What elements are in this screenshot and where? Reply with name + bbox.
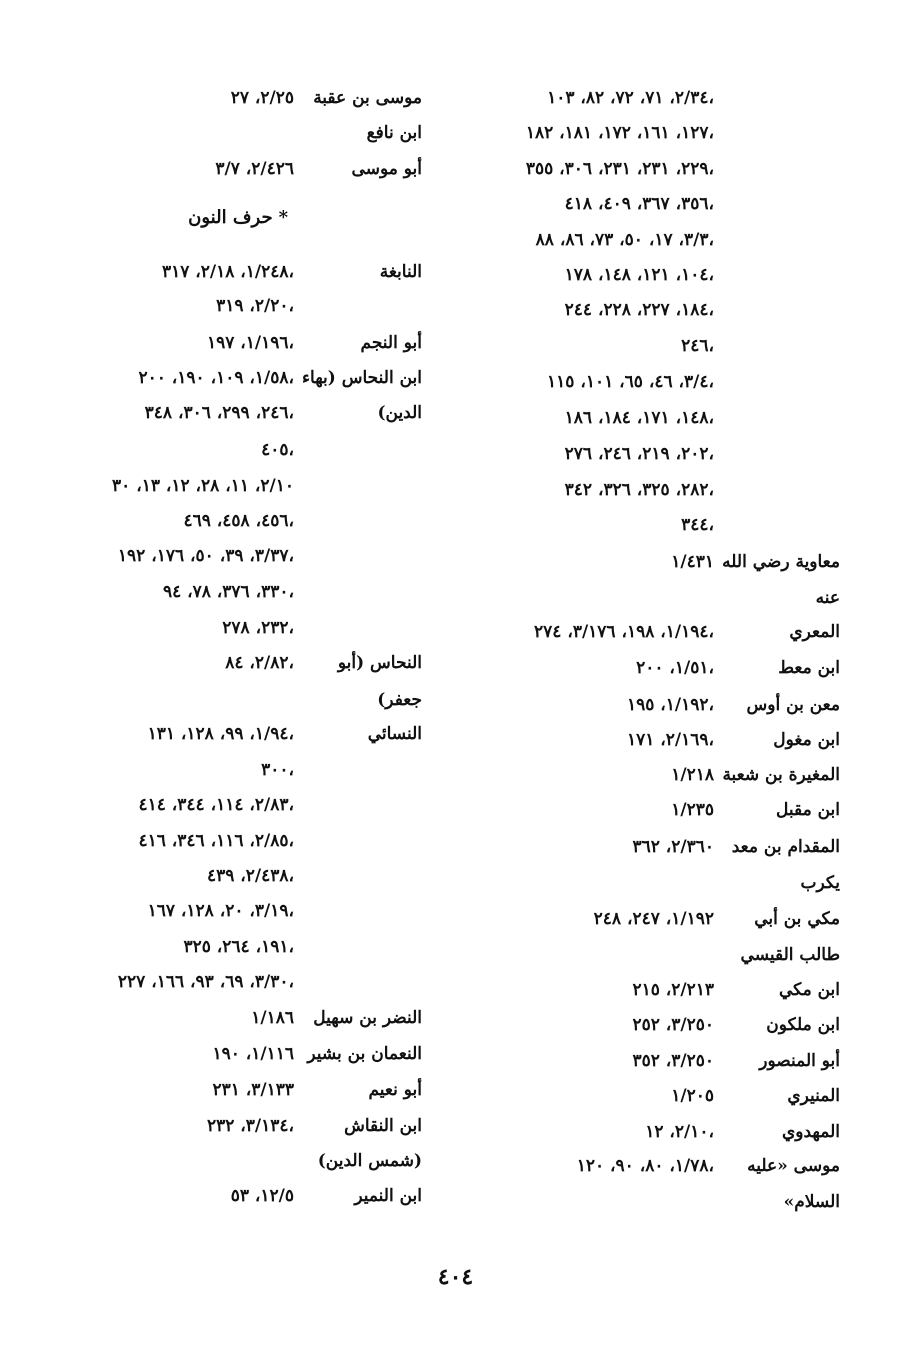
index-entry-refs: ١/١٨٦ [251, 1008, 294, 1028]
index-entry-refs: ٢٠٢، ٢١٩، ٢٤٦، ٢٧٦، [564, 444, 714, 464]
index-entry-refs: ١٠٤، ١٢١، ١٤٨، ١٧٨، [564, 265, 714, 285]
index-entry-name: موسى «عليه [747, 1156, 840, 1176]
index-entry-name: ابن النمير [354, 1186, 422, 1206]
index-entry-refs: ٢/٨٢، ٨٤، [225, 653, 294, 673]
index-entry-name: موسى بن عقبة [313, 88, 422, 108]
index-entry-refs: ٢/٣٤، ٧١، ٧٢، ٨٢، ١٠٣، [547, 88, 714, 108]
index-entry-name: مكي بن أبي [754, 909, 840, 929]
index-entry-refs: ٣/٣٧، ٣٩، ٥٠، ١٧٦، ١٩٢، [117, 546, 294, 566]
index-entry-name: النسائي [367, 724, 422, 744]
index-entry-refs: ٢/٢٥، ٢٧ [230, 88, 294, 108]
index-entry-refs: ٣٥٦، ٣٦٧، ٤٠٩، ٤١٨، [564, 194, 714, 214]
index-entry-refs: ٢/٨٥، ١١٦، ٣٤٦، ٤١٦، [138, 831, 294, 851]
index-entry-name: أبو نعيم [368, 1080, 422, 1100]
index-entry-name: المنيري [787, 1086, 840, 1106]
index-entry-refs: ١/٢١٨ [671, 765, 714, 785]
index-entry-refs: ٢٨٢، ٣٢٥، ٣٢٦، ٣٤٢، [564, 480, 714, 500]
index-entry-refs: ٤٠٥، [261, 440, 294, 460]
index-entry-name: المقدام بن معد [731, 837, 840, 857]
index-entry-refs: ١/١٩٤، ١٩٨، ٣/١٧٦، ٢٧٤، [534, 622, 714, 642]
index-entry-refs: ١/٢٠٥ [671, 1086, 714, 1106]
section-heading [120, 200, 288, 236]
asterisk-icon: * [278, 207, 288, 228]
index-entry-refs: ٢/١٠، ١٢، [645, 1122, 714, 1142]
index-entry-refs: ١/١٩٢، ٢٤٧، ٢٤٨ [593, 909, 714, 929]
index-entry-refs: ٢/٨٣، ١١٤، ٣٤٤، ٤١٤، [138, 795, 294, 815]
index-entry-refs: ١/٤٣١ [671, 552, 714, 572]
index-entry-name: النعمان بن بشير [307, 1044, 422, 1064]
index-entry-refs: ٣/١٣٤، ٢٣٢، [206, 1116, 294, 1136]
index-entry-refs: ٢/٤٣٨، ٤٣٩، [206, 866, 294, 886]
index-entry-name: (شمس الدين) [317, 1151, 422, 1171]
index-entry-refs: ٢/١٠، ١١، ٢٨، ١٢، ١٣، ٣٠ [112, 476, 294, 496]
index-entry-name: أبو المنصور [759, 1051, 840, 1071]
page-number: ٤٠٤ [437, 1264, 474, 1290]
index-entry-name: ابن مغول [773, 730, 840, 750]
index-entry-refs: ٣/٤، ٤٦، ٦٥، ١٠١، ١١٥، [547, 372, 714, 392]
index-entry-name: المغيرة بن شعبة [722, 765, 840, 785]
index-entry-refs: ٣٣٠، ٣٧٦، ٧٨، ٩٤، [162, 582, 294, 602]
index-entry-name: أبو النجم [360, 333, 422, 353]
index-entry-name: ابن مقبل [775, 800, 840, 820]
index-entry-name: النابغة [379, 262, 422, 282]
index-entry-refs: ١/٥٨، ١٠٩، ١٩٠، ٢٠٠، [138, 368, 294, 388]
index-entry-refs: ٣/٢٥٠، ٣٥٢ [632, 1051, 714, 1071]
index-entry-refs: ١/١٩٦، ١٩٧، [206, 333, 294, 353]
index-entry-refs: ٣/٣، ١٧، ٥٠، ٧٣، ٨٦، ٨٨، [535, 230, 714, 250]
index-entry-refs: ١٢٧، ١٦١، ١٧٢، ١٨١، ١٨٢، [525, 123, 714, 143]
index-entry-name: النضر بن سهيل [313, 1008, 422, 1028]
index-entry-refs: ١/٢٤٨، ٢/١٨، ٣١٧، [161, 262, 294, 282]
index-entry-name: ابن مكي [779, 980, 840, 1000]
index-entry-refs: ٢٣٢، ٢٧٨، [222, 618, 294, 638]
index-entry-refs: ٢/٢٠، ٣١٩، [216, 296, 294, 316]
index-entry-refs: ٢/١٦٩، ١٧١، [626, 730, 714, 750]
index-entry-name: معاوية رضي الله [722, 552, 840, 572]
index-entry-refs: ١٤٨، ١٧١، ١٨٤، ١٨٦، [564, 408, 714, 428]
index-entry-refs: ٣٠٠، [261, 760, 294, 780]
index-entry-refs: ٣/١٣٣، ٢٣١ [212, 1080, 294, 1100]
index-entry-refs: ١/٥١، ٢٠٠، [636, 658, 714, 678]
index-entry-name: الدين) [377, 403, 422, 423]
index-entry-refs: ١/١١٦، ١٩٠ [212, 1044, 294, 1064]
index-entry-name: المعري [789, 622, 840, 642]
index-entry-name: طالب القيسي [740, 945, 840, 965]
index-entry-name: ابن النقاش [344, 1116, 422, 1136]
index-entry-name: السلام» [783, 1192, 840, 1212]
index-entry-refs: ٢/٤٢٦، ٣/٧ [215, 159, 294, 179]
index-entry-refs: ١/٧٨، ٨٠، ٩٠، ١٢٠، [576, 1156, 714, 1176]
index-entry-refs: ١/٩٤، ٩٩، ١٢٨، ١٣١، [147, 724, 294, 744]
index-entry-refs: ٣/٢٥٠، ٢٥٢ [632, 1015, 714, 1035]
index-entry-refs: ٢/٣٦٠، ٣٦٢ [632, 837, 714, 857]
index-entry-refs: ٢/٢١٣، ٢١٥ [632, 980, 714, 1000]
index-entry-refs: ١/٢٣٥ [671, 800, 714, 820]
index-entry-name: معن بن أوس [746, 695, 840, 715]
index-entry-name: يكرب [800, 873, 840, 893]
index-entry-refs: ٢٤٦، [681, 336, 714, 356]
index-entry-name: ابن نافع [366, 123, 422, 143]
index-entry-refs: ١/١٩٢، ١٩٥، [626, 695, 714, 715]
index-entry-refs: ٣٤٤، [681, 515, 714, 535]
index-entry-refs: ١٨٤، ٢٢٧، ٢٢٨، ٢٤٤، [564, 300, 714, 320]
index-entry-name: ابن ملكون [766, 1015, 840, 1035]
index-entry-name: جعفر) [377, 690, 422, 710]
section-heading-text: حرف النون [188, 207, 273, 228]
index-entry-name: عنه [815, 588, 840, 608]
index-entry-refs: ١٢/٥، ٥٣ [230, 1186, 294, 1206]
index-entry-name: ابن معط [778, 658, 840, 678]
index-entry-name: ابن النحاس (بهاء [302, 368, 422, 388]
index-entry-refs: ٣/١٩، ٢٠، ١٢٨، ١٦٧، [147, 901, 294, 921]
index-entry-name: المهدوي [781, 1122, 840, 1142]
index-entry-refs: ٣/٣٠، ٦٩، ٩٣، ١٦٦، ٢٢٧، [117, 972, 294, 992]
index-entry-refs: ١٩١، ٢٦٤، ٣٢٥، [183, 937, 294, 957]
index-entry-refs: ٢٤٦، ٢٩٩، ٣٠٦، ٣٤٨، [144, 403, 294, 423]
index-entry-refs: ٢٢٩، ٢٣١، ٢٣١، ٣٠٦، ٣٥٥، [525, 159, 714, 179]
index-entry-name: النحاس (أبو [337, 653, 422, 673]
index-entry-name: أبو موسى [351, 159, 422, 179]
index-entry-refs: ٤٥٦، ٤٥٨، ٤٦٩، [183, 511, 294, 531]
